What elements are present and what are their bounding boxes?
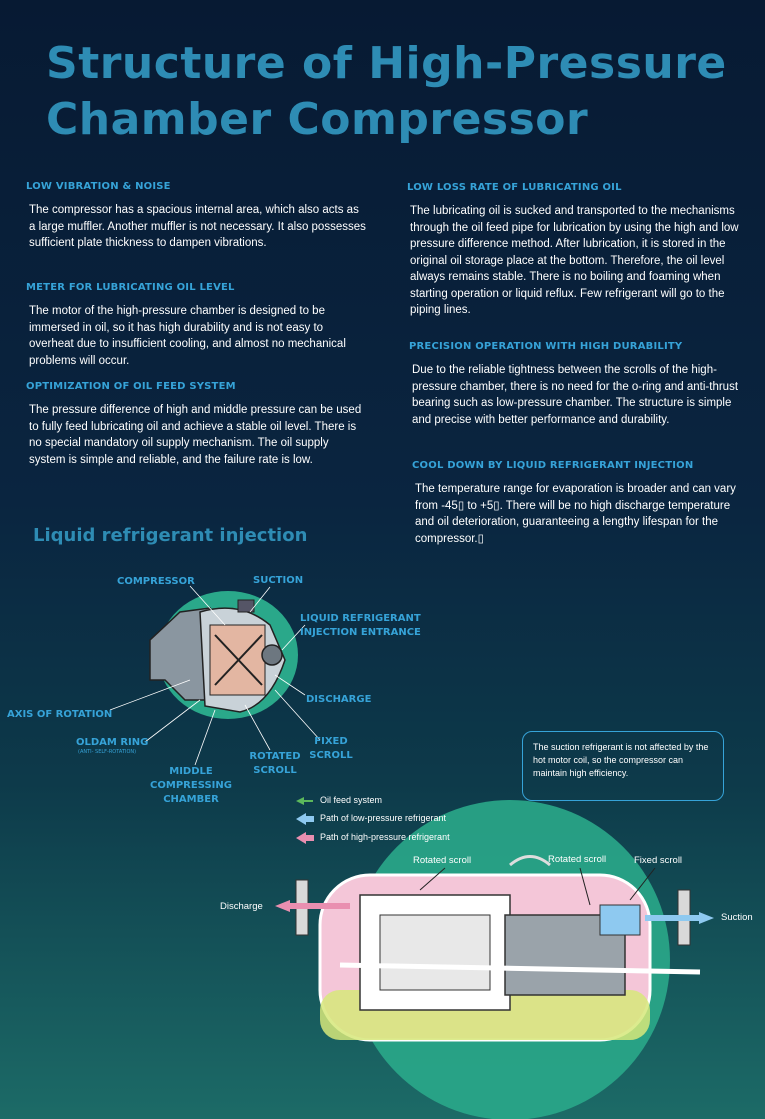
legend-high-pressure: Path of high-pressure refrigerant [320,832,450,842]
legend-low-pressure: Path of low-pressure refrigerant [320,813,447,823]
label-discharge: DISCHARGE [306,694,372,705]
legend-oil-feed: Oil feed system [320,795,383,805]
label-axis-of-rotation: AXIS OF ROTATION [7,709,113,720]
section-body: The lubricating oil is sucked and transported to the mechanisms through the oil feed pipe for lubrication by using the high and low pressure difference method. After lubrication, it is stored in the original oil storage place at the bottom. Therefore, the oil level always remains stable. There is no boiling and foaming when starting operation or liquid reflux. Few refrigerant will go to the piping lines. [410,205,739,316]
cutaway-label-rotated-scroll-2: Rotated scroll [548,854,607,865]
cutaway-label-fixed-scroll: Fixed scroll [634,855,683,866]
legend-arrows [296,797,314,844]
section-body: The pressure difference of high and middle pressure can be used to fully feed lubricating oil and achieve a stable oil level. There is no special mandatory oil supply mechanism. The oil supply system is simple and reliable, and the failure rate is low. [29,404,362,466]
title-line-1: Structure of High-Pressure [46,38,727,89]
section-heading: OPTIMIZATION OF OIL FEED SYSTEM [26,381,236,392]
compressor-illustration [150,591,298,719]
section-body: The temperature range for evaporation is broader and can vary from -45▯ to +5▯. There will be no high discharge temperature and oil deterioration, guaranteeing a lengthy lifespan for the compressor.▯ [415,483,736,545]
label-oldam-ring: OLDAM RING [76,737,149,748]
label-oldam-ring-note: (ANTI- SELF-ROTATION) [78,749,137,755]
cutaway-label-discharge: Discharge [220,901,263,912]
section-body: The motor of the high-pressure chamber is designed to be immersed in oil, so it has high durability and is not easy to overheat due to insufficient cooling, and almost no mechanical problems will occur. [29,305,346,367]
section-body: Due to the reliable tightness between the scrolls of the high-pressure chamber, there is no need for the o-ring and anti-thrust bearing such as low-pressure chamber. The structure is simple and precise with better performance and durability. [412,364,739,426]
label-compressor: COMPRESSOR [117,576,195,587]
title-line-2: Chamber Compressor [46,94,589,145]
cutaway-label-rotated-scroll: Rotated scroll [413,855,472,866]
label-fixed-scroll: FIXED SCROLL [309,736,353,761]
section-body: The compressor has a spacious internal area, which also acts as a large muffler. Another muffler is not necessary. It also possesses sufficient plate thickness to dampen vibrations. [29,204,366,249]
section-heading: LOW VIBRATION & NOISE [26,181,171,192]
note-suction-efficiency: The suction refrigerant is not affected by the hot motor coil, so the compressor can maintain high efficiency. [522,731,724,801]
subtitle-liquid-injection: Liquid refrigerant injection [33,525,308,546]
section-heading: LOW LOSS RATE OF LUBRICATING OIL [407,182,622,193]
section-heading: COOL DOWN BY LIQUID REFRIGERANT INJECTION [412,460,694,471]
label-suction: SUCTION [253,575,304,586]
label-middle-chamber: MIDDLE COMPRESSING CHAMBER [150,766,232,805]
cutaway-illustration [296,800,700,1119]
label-injection-entrance: LIQUID REFRIGERANT INJECTION ENTRANCE [300,613,421,638]
section-heading: PRECISION OPERATION WITH HIGH DURABILITY [409,341,683,352]
label-rotated-scroll: ROTATED SCROLL [249,751,301,776]
section-heading: METER FOR LUBRICATING OIL LEVEL [26,282,235,293]
cutaway-label-suction: Suction [721,912,753,923]
